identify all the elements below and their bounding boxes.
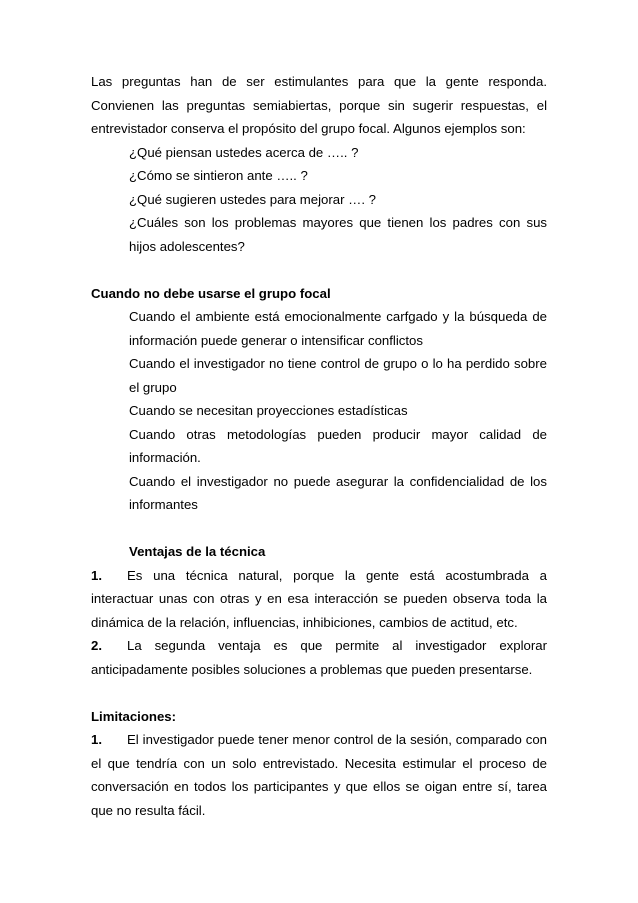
list-item [91,470,547,517]
intro-paragraph: Las preguntas han de ser estimulantes para que la gente responda. Convienen las preguntas semiabiertas, porque sin sugerir respuestas, el entrevistador conserva el propósito del grupo focal. Algunos ejemplos son: [91,74,547,136]
advantage-text: La segunda ventaja es que permite al investigador explorar anticipadamente posibles soluciones a problemas que pueden presentarse. [91,638,547,677]
limitation-item [91,728,547,822]
when-not-text: Cuando el ambiente está emocionalmente carfgado y la búsqueda de información puede generar o intensificar conflictos [129,309,547,348]
when-not-text: Cuando se necesitan proyecciones estadísticas [129,403,408,418]
example-text: ¿Cómo se sintieron ante ….. ? [129,168,308,183]
when-not-text: Cuando el investigador no puede asegurar la confidencialidad de los informantes [129,473,547,512]
list-item [91,423,547,470]
advantage-item [91,564,547,635]
advantages-heading-text: Ventajas de la técnica [129,544,266,559]
advantage-item [91,634,547,681]
item-number: 1. [91,567,102,583]
example-text: ¿Qué piensan ustedes acerca de ….. ? [129,144,359,160]
when-not-list [91,305,547,517]
advantages-heading [91,540,547,564]
spacer [91,517,547,541]
list-item [91,352,547,399]
example-text: ¿Qué sugieren ustedes para mejorar …. ? [129,191,377,207]
advantages-heading-list [91,540,547,564]
list-item [91,211,547,258]
example-text: ¿Cuáles son los problemas mayores que tienen los padres con sus hijos adolescentes? [129,215,547,254]
spacer [91,258,547,282]
item-number: 1. [91,732,102,747]
limitation-text: El investigador puede tener menor control de la sesión, comparado con el que tendría con un solo entrevistado. Necesita estimular el proceso de conversación en todos los participantes y que ellos se oigan entre sí, tarea que no resulta fácil. [91,732,547,818]
limitations-heading: Limitaciones: [91,708,177,724]
list-item [91,141,547,165]
item-number: 2. [91,638,102,653]
when-not-heading: Cuando no debe usarse el grupo focal [91,285,331,301]
examples-list [91,141,547,259]
when-not-text: Cuando otras metodologías pueden producir mayor calidad de información. [129,426,547,465]
list-item [91,305,547,352]
advantage-text: Es una técnica natural, porque la gente está acostumbrada a interactuar unas con otras y en esa interacción se pueden observa toda la dinámica de la relación, influencias, inhibiciones, cambios de actitud, etc. [91,567,547,630]
spacer [91,681,547,705]
list-item [91,164,547,188]
list-item [91,188,547,212]
when-not-text: Cuando el investigador no tiene control de grupo o lo ha perdido sobre el grupo [129,356,547,395]
list-item [91,399,547,423]
